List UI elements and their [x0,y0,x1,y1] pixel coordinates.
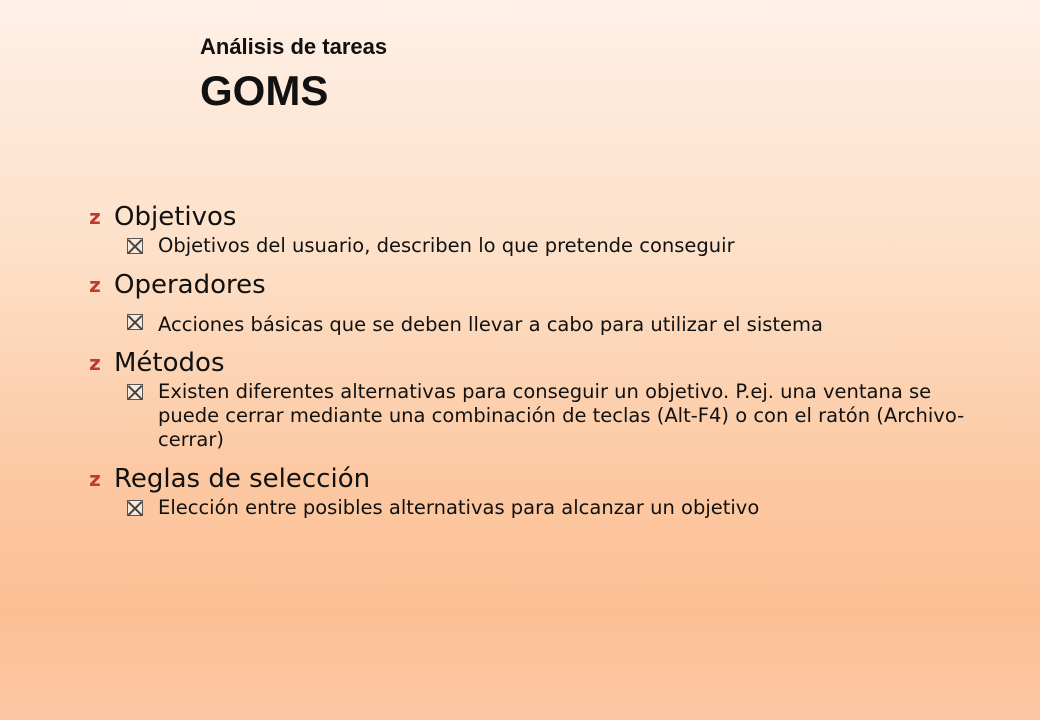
sub-bullet-metodos [88,380,988,452]
sub-bullet-text: Elección entre posibles alternativas para alcanzar un objetivo [158,496,760,519]
sub-bullet-text: Acciones básicas que se deben llevar a cabo para utilizar el sistema [158,313,823,336]
bullet-item-operadores [88,268,988,302]
bullet-heading: Métodos [114,348,225,378]
sub-bullet-text: Objetivos del usuario, describen lo que pretende conseguir [158,234,735,257]
sub-bullet-text: Existen diferentes alternativas para conseguir un objetivo. P.ej. una ventana se puede cerrar mediante una combinación de teclas (Alt-F4) o con el ratón (Archivo-cerrar) [158,380,965,451]
bullet-heading: Objetivos [114,202,237,232]
checkbox-cross-icon [127,238,143,254]
z-bullet-icon: z [89,351,101,375]
checkbox-cross-icon [127,384,143,400]
slide-title: GOMS [200,67,329,114]
bullet-list [88,200,988,520]
bullet-item-reglas [88,462,988,496]
z-bullet-icon: z [89,205,101,229]
slide-header [200,30,387,118]
checkbox-cross-icon [127,500,143,516]
sub-bullet-objetivos [88,234,988,258]
bullet-item-metodos [88,346,988,380]
slide-subtitle: Análisis de tareas [200,34,388,59]
z-bullet-icon: z [89,273,101,297]
z-bullet-icon: z [89,467,101,491]
bullet-heading: Operadores [114,270,266,300]
checkbox-cross-icon [127,314,143,330]
sub-bullet-reglas [88,496,988,520]
sub-bullet-operadores [88,310,988,340]
bullet-heading: Reglas de selección [114,464,371,494]
bullet-item-objetivos [88,200,988,234]
